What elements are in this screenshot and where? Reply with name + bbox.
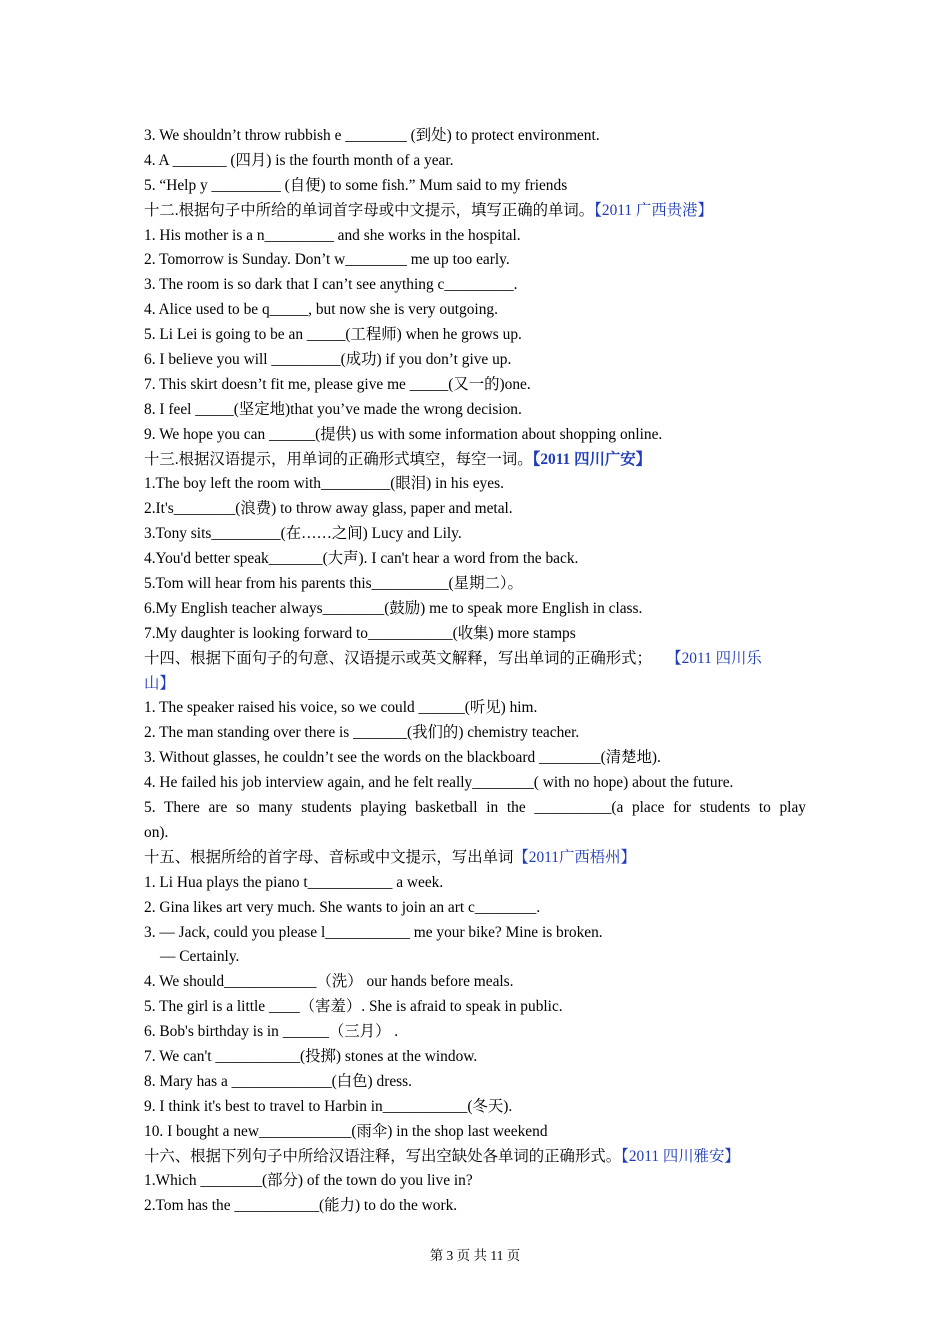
text-line: 6. I believe you will _________(成功) if you don’t give up.: [144, 351, 512, 369]
text-line: 4. We should____________（洗） our hands before meals.: [144, 973, 514, 991]
text-line: 3. The room is so dark that I can’t see anything c_________.: [144, 276, 518, 294]
text-line: 2. The man standing over there is _______(我们的) chemistry teacher.: [144, 724, 580, 742]
section-heading-15: [144, 846, 806, 871]
source-tag: 【2011广西梧州】: [513, 848, 636, 866]
text-line: 1.Which ________(部分) of the town do you live in?: [144, 1172, 473, 1190]
section-heading-13: [144, 448, 806, 473]
text-line: 5. The girl is a little ____（害羞）. She is afraid to speak in public.: [144, 998, 563, 1016]
text-line: 10. I bought a new____________(雨伞) in the shop last weekend: [144, 1122, 548, 1140]
text-line: on).: [144, 823, 169, 841]
text-line: 2. Tomorrow is Sunday. Don’t w________ me up too early.: [144, 251, 510, 269]
section-heading-16: [144, 1145, 806, 1170]
text-line: 8. I feel _____(坚定地)that you’ve made the wrong decision.: [144, 400, 522, 418]
text-line: 5. “Help y _________ (自便) to some fish.” Mum said to my friends: [144, 176, 568, 194]
heading-text: 十六、根据下列句子中所给汉语注释，写出空缺处各单词的正确形式。: [144, 1147, 622, 1165]
text-line: 2.Tom has the ___________(能力) to do the work.: [144, 1197, 458, 1215]
text-line: 9. We hope you can ______(提供) us with some information about shopping online.: [144, 425, 663, 443]
text-line: 6.My English teacher always________(鼓励) me to speak more English in class.: [144, 599, 643, 617]
text-line: 4.You'd better speak_______(大声). I can't hear a word from the back.: [144, 550, 579, 568]
text-line: 5.Tom will hear from his parents this__________(星期二）。: [144, 575, 523, 593]
source-tag: 【2011 四川雅安】: [621, 1147, 740, 1165]
text-line: 5. Li Lei is going to be an _____(工程师) when he grows up.: [144, 326, 522, 344]
page-footer: 第 3 页 共 11 页: [429, 1248, 521, 1263]
source-tag: 【2011 四川乐: [673, 649, 762, 667]
text-line: 9. I think it's best to travel to Harbin in___________(冬天).: [144, 1097, 513, 1115]
text-line: 3.Tony sits_________(在……之间) Lucy and Lily.: [144, 525, 462, 543]
source-tag: 【2011 广西贵港】: [594, 201, 713, 219]
text-line: 5. There are so many students playing basketball in the __________(a place for students to play: [144, 799, 806, 817]
text-line: 3. — Jack, could you please l___________ me your bike? Mine is broken.: [144, 923, 603, 941]
heading-text: 十四、根据下面句子的句意、汉语提示或英文解释，写出单词的正确形式；: [144, 649, 652, 667]
source-tag: 山】: [144, 674, 175, 692]
text-line: 1. The speaker raised his voice, so we could ______(听见) him.: [144, 699, 538, 717]
text-line: 6. Bob's birthday is in ______（三月） .: [144, 1023, 399, 1041]
text-line: 3. We shouldn’t throw rubbish e ________ (到处) to protect environment.: [144, 127, 600, 144]
heading-text: 十二.根据句子中所给的单词首字母或中文提示，填写正确的单词。: [144, 201, 595, 219]
text-line: 4. He failed his job interview again, and he felt really________( with no hope) about the future.: [144, 774, 734, 792]
heading-text: 十五、根据所给的首字母、音标或中文提示，写出单词: [144, 848, 514, 866]
text-line: 1. His mother is a n_________ and she works in the hospital.: [144, 226, 521, 244]
section-heading-12: [144, 199, 806, 224]
text-line: 4. Alice used to be q_____, but now she is very outgoing.: [144, 301, 498, 319]
text-line: 8. Mary has a _____________(白色) dress.: [144, 1072, 413, 1090]
text-line: 1. Li Hua plays the piano t___________ a week.: [144, 873, 444, 891]
text-line: 1.The boy left the room with_________(眼泪) in his eyes.: [144, 475, 504, 493]
text-line: 2.It's________(浪费) to throw away glass, paper and metal.: [144, 500, 513, 518]
heading-text: 十三.根据汉语提示，用单词的正确形式填空，每空一词。: [144, 450, 533, 468]
source-tag: 【2011 四川广安】: [532, 450, 652, 468]
text-line: 3. Without glasses, he couldn’t see the words on the blackboard ________(清楚地).: [144, 749, 661, 767]
text-line: 7. We can't ___________(投掷) stones at the window.: [144, 1047, 478, 1065]
text-line: 7. This skirt doesn’t fit me, please give me _____(又一的)one.: [144, 375, 531, 393]
text-line: 4. A _______ (四月) is the fourth month of a year.: [144, 151, 454, 169]
exercise-content: [144, 124, 806, 1219]
text-line: 2. Gina likes art very much. She wants to join an art c________.: [144, 898, 541, 916]
section-heading-14: [144, 647, 806, 672]
text-line: 7.My daughter is looking forward to___________(收集) more stamps: [144, 624, 576, 642]
text-line: — Certainly.: [160, 948, 240, 966]
source-tag-continued: [144, 672, 806, 697]
